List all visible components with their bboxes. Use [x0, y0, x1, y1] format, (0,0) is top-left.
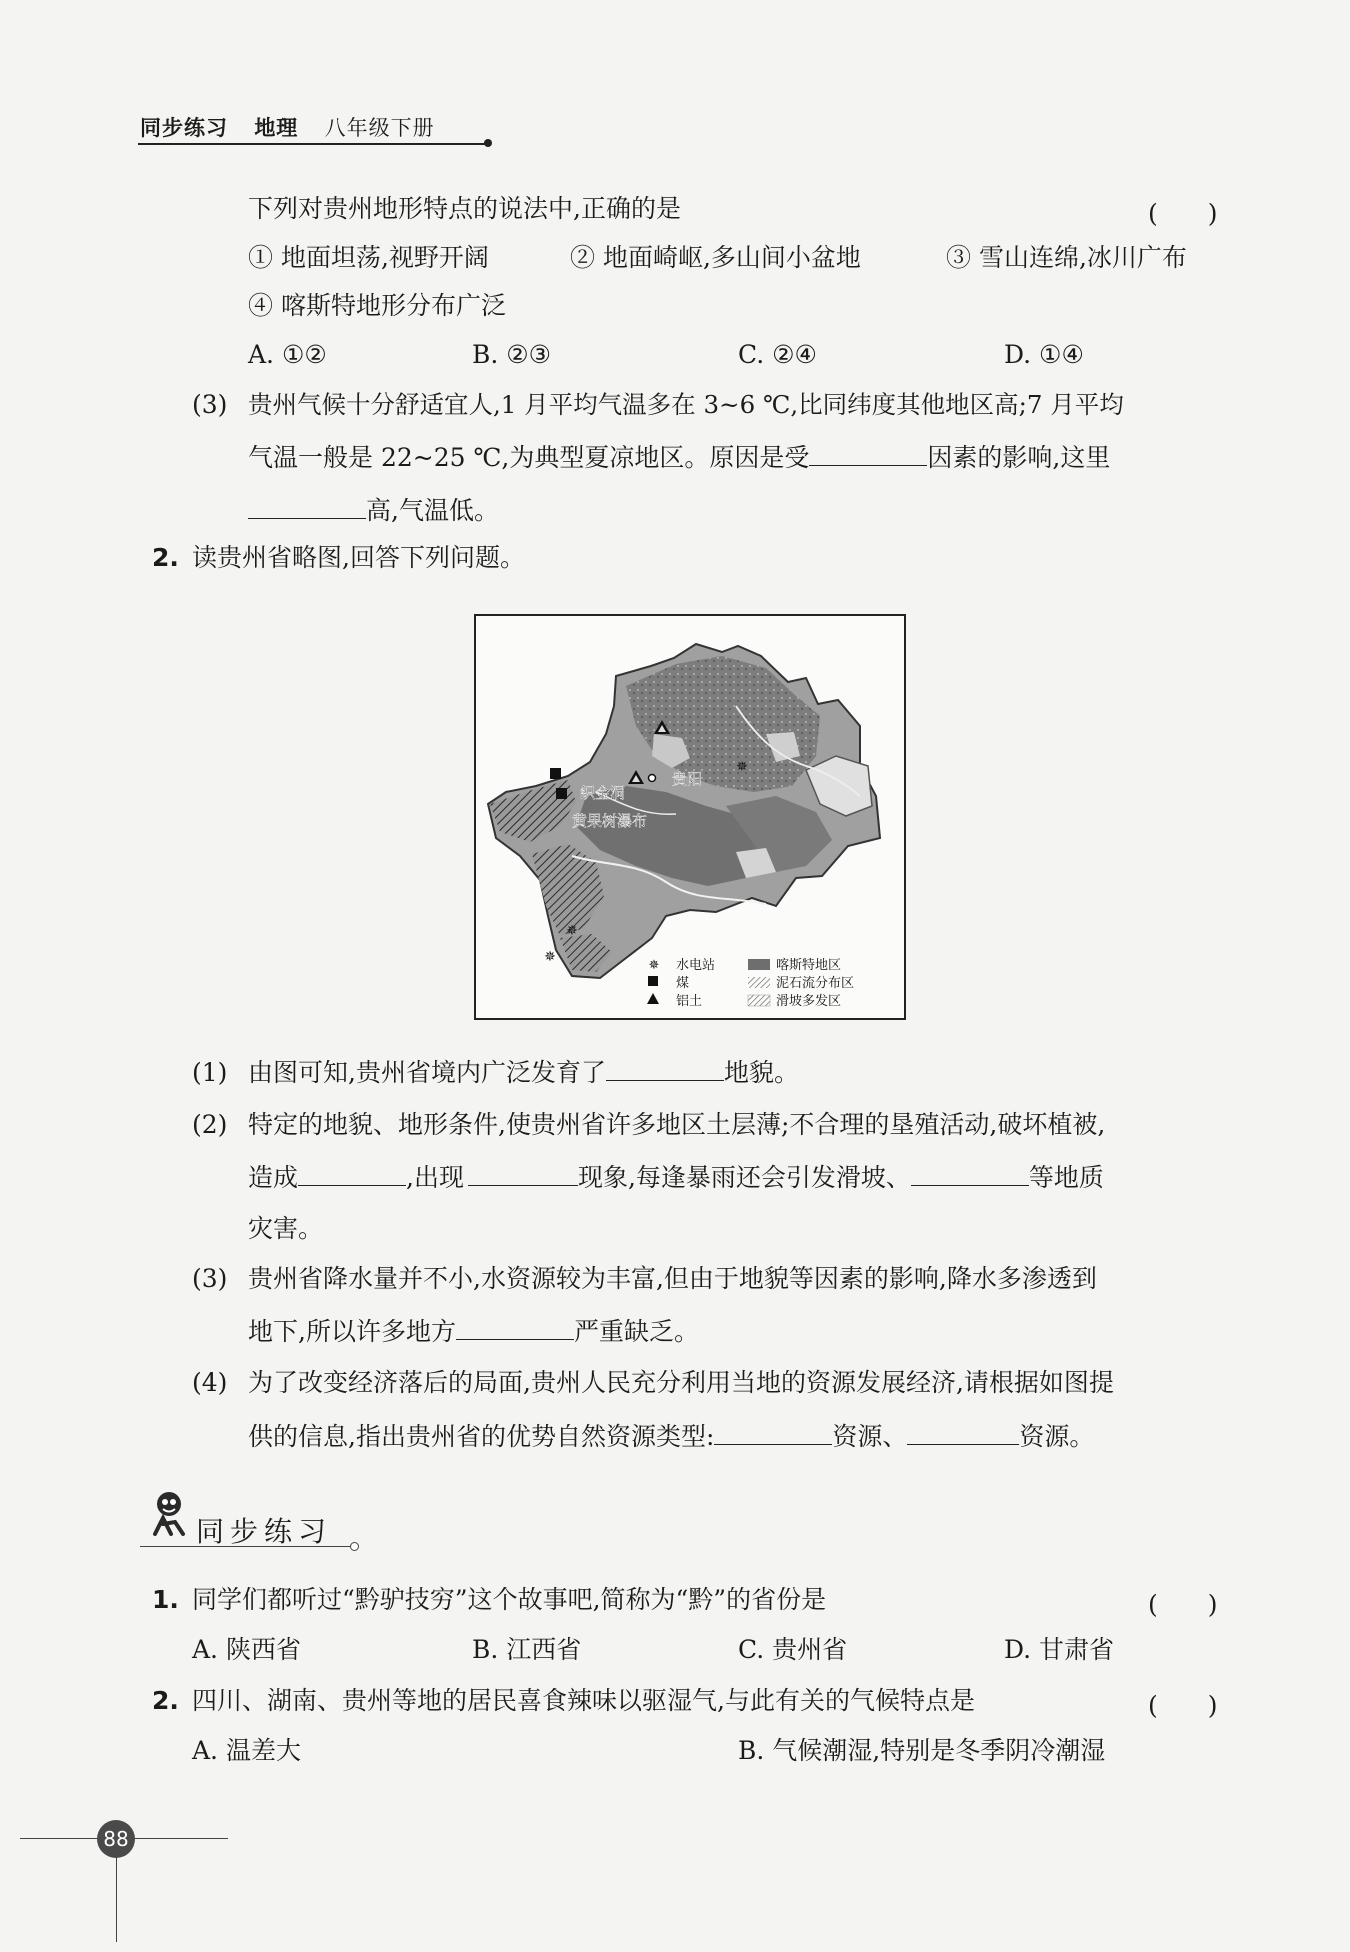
legend-hydro: 水电站	[676, 958, 716, 973]
map-legend	[647, 957, 854, 1009]
legend-coal: 煤	[676, 976, 690, 991]
label-huangguoshu: 黄果树瀑布	[572, 812, 648, 830]
answer-blank[interactable]	[714, 1422, 832, 1445]
hydro-marker	[566, 923, 578, 939]
question-number: 2.	[152, 1686, 179, 1715]
bauxite-icon	[647, 993, 659, 1004]
sub-question-number: (1)	[192, 1058, 228, 1087]
sub-question-number: (2)	[192, 1110, 228, 1139]
sub-question-text: 由图可知,贵州省境内广泛发育了 地貌。	[248, 1058, 799, 1087]
sub-question-text: 灾害。	[248, 1214, 324, 1243]
hydro-icon: ✵	[648, 958, 660, 973]
legend-karst: 喀斯特地区	[776, 958, 842, 973]
question-number: 1.	[152, 1585, 179, 1614]
header-rule	[138, 143, 490, 145]
sub-question-text: 供的信息,指出贵州省的优势自然资源类型: 资源、 资源。	[248, 1422, 1095, 1451]
legend-bauxite: 铝土	[676, 994, 703, 1009]
coal-icon	[648, 976, 658, 986]
question-stem: 四川、湖南、贵州等地的居民喜食辣味以驱湿气,与此有关的气候特点是	[192, 1686, 975, 1715]
subject-name: 地理	[254, 116, 299, 140]
statement-4: ④ 喀斯特地形分布广泛	[248, 291, 506, 320]
guizhou-map-figure	[474, 614, 906, 1020]
sub-question-number: (4)	[192, 1368, 228, 1397]
debris-swatch-icon	[748, 977, 770, 988]
sub-question-text: 为了改变经济落后的局面,贵州人民充分利用当地的资源发展经济,请根据如图提	[248, 1368, 1114, 1397]
question-stem: 下列对贵州地形特点的说法中,正确的是	[248, 194, 681, 223]
legend-debris: 泥石流分布区	[776, 976, 855, 991]
answer-paren: ( )	[1148, 1691, 1218, 1720]
svg-text:✵: ✵	[736, 759, 748, 775]
statement-2: ② 地面崎岖,多山间小盆地	[570, 243, 861, 272]
answer-blank[interactable]	[606, 1058, 724, 1081]
guiyang-marker	[649, 775, 656, 782]
coal-marker	[550, 768, 561, 779]
sub-question-text: 气温一般是 22~25 ℃,为典型夏凉地区。原因是受 因素的影响,这里	[248, 443, 1111, 472]
answer-blank[interactable]	[248, 496, 366, 519]
sub-question-text: 高,气温低。	[248, 496, 499, 526]
sub-question-text: 特定的地貌、地形条件,使贵州省许多地区土层薄;不合理的垦殖活动,破坏植被,	[248, 1110, 1106, 1139]
choice-a: A. 陕西省	[192, 1635, 301, 1664]
answer-blank[interactable]	[907, 1422, 1019, 1445]
choice-b: B. 气候潮湿,特别是冬季阴冷潮湿	[738, 1736, 1106, 1765]
choice-b: B. ②③	[472, 340, 552, 369]
choice-b: B. 江西省	[472, 1635, 582, 1664]
svg-text:✵: ✵	[544, 949, 556, 965]
sub-question-number: (3)	[192, 1264, 228, 1293]
label-zhijin-cave: 织金洞	[580, 784, 626, 802]
section-title: 同步练习	[196, 1515, 333, 1548]
statement-1: ① 地面坦荡,视野开阔	[248, 243, 489, 272]
question-number: 2.	[152, 543, 179, 572]
karst-swatch-icon	[748, 959, 770, 970]
answer-blank[interactable]	[911, 1163, 1029, 1186]
svg-text:✵: ✵	[566, 923, 578, 939]
landslide-swatch-icon	[748, 995, 770, 1006]
page-number: 88	[97, 1820, 135, 1858]
sub-question-number: (3)	[192, 390, 228, 419]
answer-blank[interactable]	[456, 1317, 574, 1340]
running-header	[140, 112, 453, 142]
sub-question-text: 地下,所以许多地方 严重缺乏。	[248, 1317, 699, 1346]
choice-d: D. ①④	[1004, 340, 1084, 369]
coal-marker	[556, 788, 567, 799]
hydro-marker	[736, 759, 748, 775]
question-stem: 读贵州省略图,回答下列问题。	[192, 543, 525, 572]
page-number-rule	[116, 1852, 117, 1942]
sub-question-text: 贵州省降水量并不小,水资源较为丰富,但由于地貌等因素的影响,降水多渗透到	[248, 1264, 1097, 1293]
section-rule-dot	[350, 1542, 359, 1551]
header-rule-dot	[484, 139, 492, 147]
sub-question-text: 贵州气候十分舒适宜人,1 月平均气温多在 3~6 ℃,比同纬度其他地区高;7 月平均	[248, 390, 1124, 419]
legend-landslide: 滑坡多发区	[776, 994, 842, 1009]
series-name: 同步练习	[140, 116, 228, 140]
choice-c: C. 贵州省	[738, 1635, 848, 1664]
section-rule	[140, 1546, 352, 1547]
answer-blank[interactable]	[298, 1163, 406, 1186]
answer-blank[interactable]	[468, 1163, 578, 1186]
mascot-icon	[145, 1490, 187, 1532]
answer-paren: ( )	[1148, 1590, 1218, 1619]
hydro-marker	[544, 949, 556, 965]
label-guiyang: 贵阳	[672, 770, 703, 788]
guizhou-map	[476, 616, 904, 1018]
choice-a: A. ①②	[248, 340, 327, 369]
choice-a: A. 温差大	[192, 1736, 301, 1765]
choice-d: D. 甘肃省	[1004, 1635, 1115, 1664]
question-stem: 同学们都听过“黔驴技穷”这个故事吧,简称为“黔”的省份是	[192, 1585, 827, 1614]
statement-3: ③ 雪山连绵,冰川广布	[946, 243, 1187, 272]
sub-question-text: 造成 ,出现 现象,每逢暴雨还会引发滑坡、 等地质	[248, 1163, 1104, 1192]
answer-blank[interactable]	[809, 443, 927, 466]
answer-paren: ( )	[1148, 199, 1218, 228]
choice-c: C. ②④	[738, 340, 817, 369]
grade-name: 八年级下册	[324, 116, 435, 140]
